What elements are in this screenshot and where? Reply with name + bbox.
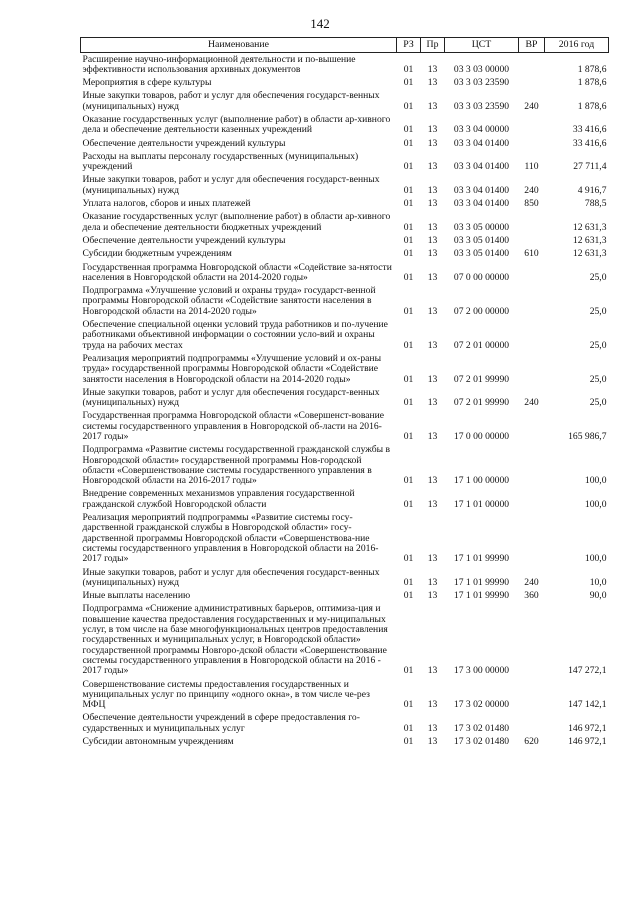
row-cst: 17 3 02 01480: [453, 736, 510, 748]
row-name: Иные выплаты населению: [82, 590, 191, 602]
row-pr: 13: [427, 736, 438, 748]
row-vr: [519, 319, 545, 353]
row-pr: 13: [427, 234, 438, 246]
row-rz: 01: [403, 665, 414, 677]
row-pr: 13: [427, 137, 438, 149]
row-rz: 01: [403, 184, 414, 196]
row-vr: [519, 113, 545, 137]
header-rz: РЗ: [397, 38, 421, 53]
row-vr: 240: [524, 397, 539, 409]
row-name: Обеспечение специальной оценки условий труда работников и по-лучение работниками объективной информации о состоянии усло-вий и охраны труда на рабочих местах: [82, 319, 388, 351]
table-row: [81, 174, 609, 198]
row-vr: [519, 285, 545, 319]
row-name: Реализация мероприятий подпрограммы «Улучшение условий и ох-раны труда» государственной программы Новгородской области «Содействие занятости населения в Новгородской области на 2014-2020 годы»: [82, 352, 382, 385]
row-name: Подпрограмма «Развитие системы государственной гражданской службы в Новгородской области» государственной программы Нов-городской области «Совершенствование системы государственного управления в Новгородской области на 2016-2017 годы»: [82, 444, 391, 487]
row-amount: 146 972,1: [568, 722, 607, 734]
row-amount: 25,0: [589, 305, 607, 317]
row-vr: [519, 678, 545, 712]
row-name: Обеспечение деятельности учреждений культуры: [82, 234, 286, 246]
row-cst: 03 3 04 00000: [453, 124, 510, 136]
table-row: [81, 261, 609, 285]
row-rz: 01: [403, 475, 414, 487]
table-row: [81, 352, 609, 386]
table-row: [81, 90, 609, 114]
row-cst: 17 0 00 00000: [453, 431, 510, 442]
row-name: Оказание государственных услуг (выполнение работ) в области ар-хивного дела и обеспечение деятельности казенных учреждений: [82, 113, 391, 136]
row-name: Реализация мероприятий подпрограммы «Развитие системы госу-дарственной гражданской службы в Новгородской области» госу-дарственной программы Новгородской области «Совершенствова-ние системы государственного управления в Новгородской области на 2016-2017 годы»: [82, 512, 379, 565]
row-amount: 25,0: [589, 339, 607, 351]
row-vr: [519, 137, 545, 150]
row-name: Иные закупки товаров, работ и услуг для обеспечения государст-венных (муниципальных) нужд: [82, 386, 380, 409]
row-amount: 100,0: [584, 553, 607, 565]
row-name: Уплата налогов, сборов и иных платежей: [82, 198, 251, 210]
row-amount: 33 416,6: [572, 124, 607, 136]
row-cst: 03 3 05 01400: [453, 234, 510, 246]
row-rz: 01: [403, 553, 414, 565]
row-rz: 01: [403, 722, 414, 734]
row-amount: 90,0: [589, 590, 607, 602]
table-row: [81, 444, 609, 488]
row-amount: 25,0: [589, 271, 607, 283]
row-cst: 03 3 03 23590: [453, 100, 510, 112]
row-rz: 01: [403, 271, 414, 283]
row-amount: 10,0: [589, 576, 607, 588]
row-vr: 360: [524, 590, 539, 602]
row-amount: 33 416,6: [572, 137, 607, 149]
row-amount: 12 631,3: [572, 248, 607, 260]
table-body: [81, 53, 609, 749]
row-rz: 01: [403, 77, 414, 89]
row-amount: 146 972,1: [568, 736, 607, 748]
table-row: [81, 248, 609, 261]
row-amount: 12 631,3: [572, 234, 607, 246]
row-rz: 01: [403, 137, 414, 149]
row-rz: 01: [403, 590, 414, 602]
row-rz: 01: [403, 397, 414, 409]
row-pr: 13: [427, 665, 438, 677]
row-pr: 13: [427, 63, 438, 75]
row-name: Совершенствование системы предоставления государственных и муниципальных услуг по принципу «одного окна», в том числе че-рез МФЦ: [82, 678, 370, 711]
row-name: Оказание государственных услуг (выполнение работ) в области ар-хивного дела и обеспечение деятельности бюджетных учреждений: [82, 211, 391, 233]
row-amount: 1 878,6: [577, 100, 607, 112]
row-amount: 27 711,4: [573, 161, 607, 173]
row-vr: [519, 410, 545, 444]
row-rz: 01: [403, 576, 414, 588]
row-vr: [519, 712, 545, 736]
row-amount: 1 878,6: [577, 63, 607, 75]
row-pr: 13: [427, 339, 438, 351]
table-row: [81, 512, 609, 566]
row-cst: 17 1 01 99990: [453, 553, 510, 565]
row-cst: 17 3 02 00000: [453, 699, 510, 711]
row-amount: 1 878,6: [577, 77, 607, 89]
row-cst: 03 3 04 01400: [453, 161, 510, 173]
row-cst: 07 2 01 99990: [453, 397, 510, 409]
page-number: 142: [310, 16, 330, 31]
row-rz: 01: [403, 699, 414, 711]
row-rz: 01: [403, 431, 414, 442]
row-name: Мероприятия в сфере культуры: [82, 77, 212, 89]
row-cst: 17 1 00 00000: [453, 475, 510, 487]
row-rz: 01: [403, 736, 414, 748]
row-amount: 147 272,1: [568, 665, 607, 677]
row-rz: 01: [403, 373, 414, 385]
row-vr: [519, 444, 545, 488]
row-vr: 240: [524, 184, 539, 196]
row-name: Государственная программа Новгородской области «Содействие за-нятости населения в Новгородской области на 2014-2020 годы»: [82, 261, 392, 283]
table-row: [81, 77, 609, 90]
row-vr: [519, 603, 545, 678]
row-vr: 240: [524, 576, 539, 588]
row-cst: 17 1 01 00000: [453, 498, 510, 510]
row-amount: 788,5: [584, 198, 607, 210]
row-name: Государственная программа Новгородской области «Совершенст-вование системы государственного управления в Новгородской об-ласти на 2016-2017 годы»: [82, 410, 385, 442]
header-pr: Пр: [421, 38, 445, 53]
row-name: Подпрограмма «Улучшение условий и охраны труда» государст-венной программы Новгородской области «Содействие занятости населения в Новгородской области на 2014-2020 годы»: [82, 285, 376, 317]
row-vr: [519, 261, 545, 285]
row-name: Иные закупки товаров, работ и услуг для обеспечения государст-венных (муниципальных) нужд: [82, 90, 380, 112]
row-amount: 100,0: [584, 475, 607, 487]
row-vr: [519, 77, 545, 90]
row-cst: 03 3 03 00000: [453, 63, 510, 75]
row-vr: 610: [524, 248, 539, 260]
row-rz: 01: [403, 221, 414, 233]
row-name: Иные закупки товаров, работ и услуг для обеспечения государст-венных (муниципальных) нужд: [82, 174, 380, 196]
row-name: Субсидии бюджетным учреждениям: [82, 248, 232, 260]
row-amount: 25,0: [589, 373, 607, 385]
table-row: [81, 566, 609, 590]
table-row: [81, 488, 609, 512]
row-pr: 13: [427, 161, 438, 173]
row-vr: [519, 352, 545, 386]
row-rz: 01: [403, 498, 414, 510]
header-cst: ЦСТ: [445, 38, 519, 53]
table-row: [81, 590, 609, 603]
row-amount: 25,0: [589, 397, 607, 409]
table-row: [81, 113, 609, 137]
row-amount: 147 142,1: [568, 699, 607, 711]
row-cst: 17 3 02 01480: [453, 722, 510, 734]
table-row: [81, 712, 609, 736]
row-pr: 13: [427, 722, 438, 734]
row-rz: 01: [403, 234, 414, 246]
table-header-row: [81, 38, 609, 53]
row-pr: 13: [427, 271, 438, 283]
budget-table: [80, 37, 609, 749]
row-rz: 01: [403, 63, 414, 75]
row-vr: 850: [524, 198, 539, 210]
row-pr: 13: [427, 124, 438, 136]
row-pr: 13: [427, 475, 438, 487]
row-pr: 13: [427, 431, 438, 442]
row-pr: 13: [427, 100, 438, 112]
row-name: Субсидии автономным учреждениям: [82, 736, 234, 748]
table-row: [81, 198, 609, 211]
table-row: [81, 137, 609, 150]
row-cst: 17 1 01 99990: [453, 590, 510, 602]
row-amount: 165 986,7: [568, 431, 607, 442]
table-row: [81, 678, 609, 712]
table-row: [81, 603, 609, 678]
row-name: Подпрограмма «Снижение административных барьеров, оптимиза-ция и повышение качества предоставления государственных и му-ниципальных услуг, в том числе на базе многофункциональных центров предоставления государственных и муниципальных услуг, в Новгородской области» государственной программы Новгоро-дской области «Совершенствование системы государственного управления в Новгородской области на 2016 - 2017 годы»: [82, 603, 388, 677]
row-cst: 03 3 04 01400: [453, 198, 510, 210]
row-vr: 240: [524, 100, 539, 112]
row-cst: 07 0 00 00000: [453, 271, 510, 283]
row-cst: 07 2 00 00000: [453, 305, 510, 317]
row-rz: 01: [403, 161, 414, 173]
row-pr: 13: [427, 373, 438, 385]
table-row: [81, 211, 609, 235]
row-rz: 01: [403, 198, 414, 210]
row-cst: 03 3 04 01400: [453, 184, 510, 196]
table-row: [81, 386, 609, 410]
row-vr: 110: [524, 161, 539, 173]
row-pr: 13: [427, 305, 438, 317]
row-vr: [519, 234, 545, 247]
row-cst: 03 3 03 23590: [453, 77, 510, 89]
row-vr: [519, 512, 545, 566]
row-pr: 13: [427, 576, 438, 588]
table-row: [81, 285, 609, 319]
row-name: Обеспечение деятельности учреждений культуры: [82, 137, 286, 149]
row-pr: 13: [427, 248, 438, 260]
row-rz: 01: [403, 248, 414, 260]
row-vr: [519, 53, 545, 77]
row-amount: 100,0: [584, 498, 607, 510]
row-pr: 13: [427, 590, 438, 602]
row-cst: 03 3 05 01400: [453, 248, 510, 260]
header-name: Наименование: [81, 38, 397, 53]
row-cst: 17 3 00 00000: [453, 665, 510, 677]
row-cst: 03 3 04 01400: [453, 137, 510, 149]
table-row: [81, 234, 609, 247]
row-name: Иные закупки товаров, работ и услуг для обеспечения государст-венных (муниципальных) нужд: [82, 566, 380, 588]
row-rz: 01: [403, 339, 414, 351]
row-name: Расширение научно-информационной деятельности и по-вышение эффективности использования архивных документов: [82, 53, 356, 75]
row-pr: 13: [427, 221, 438, 233]
table-row: [81, 53, 609, 77]
row-pr: 13: [427, 397, 438, 409]
row-amount: 4 916,7: [577, 184, 607, 196]
row-vr: [519, 211, 545, 235]
row-cst: 07 2 01 00000: [453, 339, 510, 351]
row-name: Расходы на выплаты персоналу государственных (муниципальных) учреждений: [82, 150, 359, 173]
header-amount: 2016 год: [545, 38, 609, 53]
row-pr: 13: [427, 699, 438, 711]
row-cst: 07 2 01 99990: [453, 373, 510, 385]
table-row: [81, 319, 609, 353]
row-name: Обеспечение деятельности учреждений в сфере предоставления го-сударственных и муниципальных услуг: [82, 712, 360, 734]
row-pr: 13: [427, 553, 438, 565]
header-vr: ВР: [519, 38, 545, 53]
row-vr: 620: [524, 736, 539, 748]
row-name: Внедрение современных механизмов управления государственной гражданской службой Новгородской области: [82, 488, 355, 510]
row-vr: [519, 488, 545, 512]
row-cst: 03 3 05 00000: [453, 221, 510, 233]
row-rz: 01: [403, 305, 414, 317]
row-pr: 13: [427, 184, 438, 196]
table-row: [81, 150, 609, 174]
row-rz: 01: [403, 124, 414, 136]
row-pr: 13: [427, 498, 438, 510]
table-row: [81, 736, 609, 749]
row-cst: 17 1 01 99990: [453, 576, 510, 588]
row-amount: 12 631,3: [572, 221, 607, 233]
row-pr: 13: [427, 198, 438, 210]
row-pr: 13: [427, 77, 438, 89]
row-rz: 01: [403, 100, 414, 112]
table-row: [81, 410, 609, 444]
